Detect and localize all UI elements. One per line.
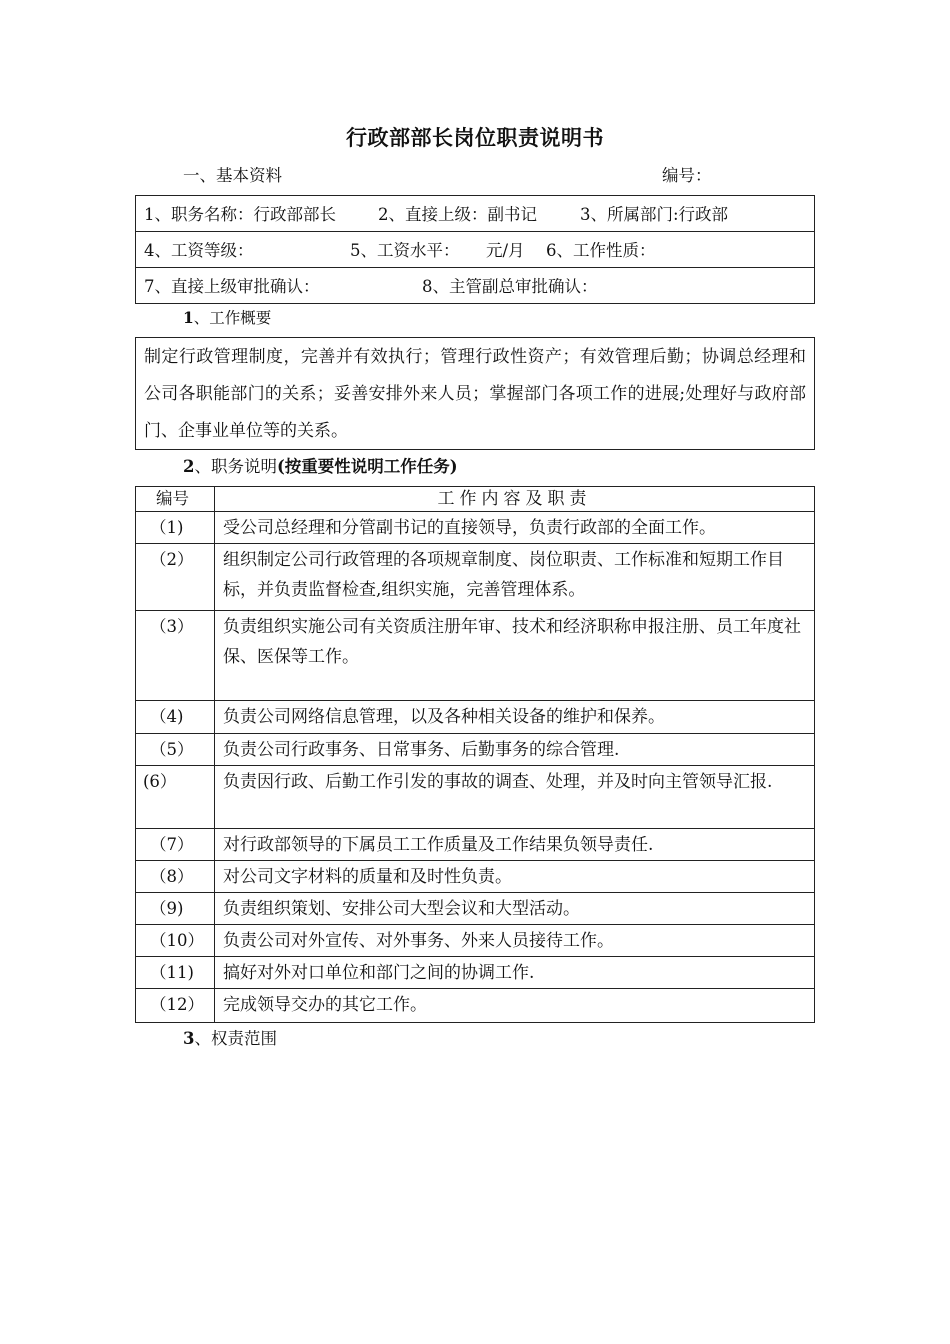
row-content: 负责公司行政事务、日常事务、后勤事务的综合管理. <box>223 740 620 760</box>
table-row <box>136 512 814 544</box>
duties-table <box>135 486 815 1023</box>
table-row <box>136 544 814 611</box>
info-row <box>136 232 814 268</box>
salary-unit-cell: 元/月 <box>486 241 525 260</box>
row-content: 对行政部领导的下属员工工作质量及工作结果负领导责任. <box>223 835 654 855</box>
section-authority-heading: 3、权责范围 <box>183 1029 277 1048</box>
direct-superior-cell: 2、直接上级：副书记 <box>378 205 537 224</box>
job-nature-cell: 6、工作性质： <box>546 241 656 260</box>
department-cell: 3、所属部门:行政部 <box>580 205 729 224</box>
table-row <box>136 766 814 829</box>
row-content: 搞好对外对口单位和部门之间的协调工作. <box>223 963 535 983</box>
work-summary-box: 制定行政管理制度，完善并有效执行；管理行政性资产；有效管理后勤；协调总经理和公司各职能部门的关系；妥善安排外来人员；掌握部门各项工作的进展;处理好与政府部门、企事业单位等的关系。 <box>135 337 815 450</box>
row-number: （12） <box>136 989 215 1022</box>
table-row <box>136 957 814 989</box>
table-row <box>136 925 814 957</box>
header-number-cell: 编号 <box>136 487 215 511</box>
row-content: 负责公司对外宣传、对外事务、外来人员接待工作。 <box>223 931 614 951</box>
job-title-cell: 1、职务名称：行政部部长 <box>144 205 336 224</box>
table-row <box>136 861 814 893</box>
row-content: 对公司文字材料的质量和及时性负责。 <box>223 867 512 887</box>
section-duties-heading: 2、职务说明(按重要性说明工作任务) <box>183 457 458 476</box>
row-number: （5） <box>136 734 215 765</box>
row-content: 负责组织实施公司有关资质注册年审、技术和经济职称申报注册、员工年度社保、医保等工作。 <box>223 617 801 667</box>
salary-grade-cell: 4、工资等级： <box>144 241 254 260</box>
row-number: （3） <box>136 611 215 700</box>
superior-approval-cell: 7、直接上级审批确认： <box>144 277 320 296</box>
row-number: （1) <box>136 512 215 543</box>
row-number: （9) <box>136 893 215 924</box>
row-number: （7） <box>136 829 215 860</box>
row-number: （10） <box>136 925 215 956</box>
basic-info-heading: 一、基本资料 <box>183 166 282 185</box>
table-row <box>136 989 814 1022</box>
document-title: 行政部部长岗位职责说明书 <box>346 125 604 150</box>
row-number: （2） <box>136 544 215 610</box>
row-content: 负责组织策划、安排公司大型会议和大型活动。 <box>223 899 580 919</box>
row-content: 组织制定公司行政管理的各项规章制度、岗位职责、工作标准和短期工作目标，并负责监督检查,组织实施，完善管理体系。 <box>223 550 784 600</box>
duties-header-row <box>136 487 814 512</box>
row-number: （11) <box>136 957 215 988</box>
row-content: 负责因行政、后勤工作引发的事故的调查、处理，并及时向主管领导汇报. <box>223 772 773 792</box>
row-number: (6） <box>136 766 215 828</box>
vp-approval-cell: 8、主管副总审批确认： <box>422 277 598 296</box>
table-row <box>136 611 814 701</box>
row-number: （8） <box>136 861 215 892</box>
salary-level-cell: 5、工资水平： <box>350 241 460 260</box>
info-row <box>136 196 814 232</box>
table-row <box>136 893 814 925</box>
row-content: 负责公司网络信息管理，以及各种相关设备的维护和保养。 <box>223 707 665 727</box>
info-row <box>136 268 814 303</box>
table-row <box>136 701 814 734</box>
table-row <box>136 829 814 861</box>
section-work-summary-heading: 1、工作概要 <box>183 308 272 327</box>
row-number: （4) <box>136 701 215 733</box>
table-row <box>136 734 814 766</box>
row-content: 完成领导交办的其它工作。 <box>223 995 427 1015</box>
basic-info-table <box>135 195 815 304</box>
header-content-cell: 工作内容及职责 <box>437 489 592 509</box>
row-content: 受公司总经理和分管副书记的直接领导，负责行政部的全面工作。 <box>223 518 716 538</box>
document-number-label: 编号： <box>662 166 712 185</box>
